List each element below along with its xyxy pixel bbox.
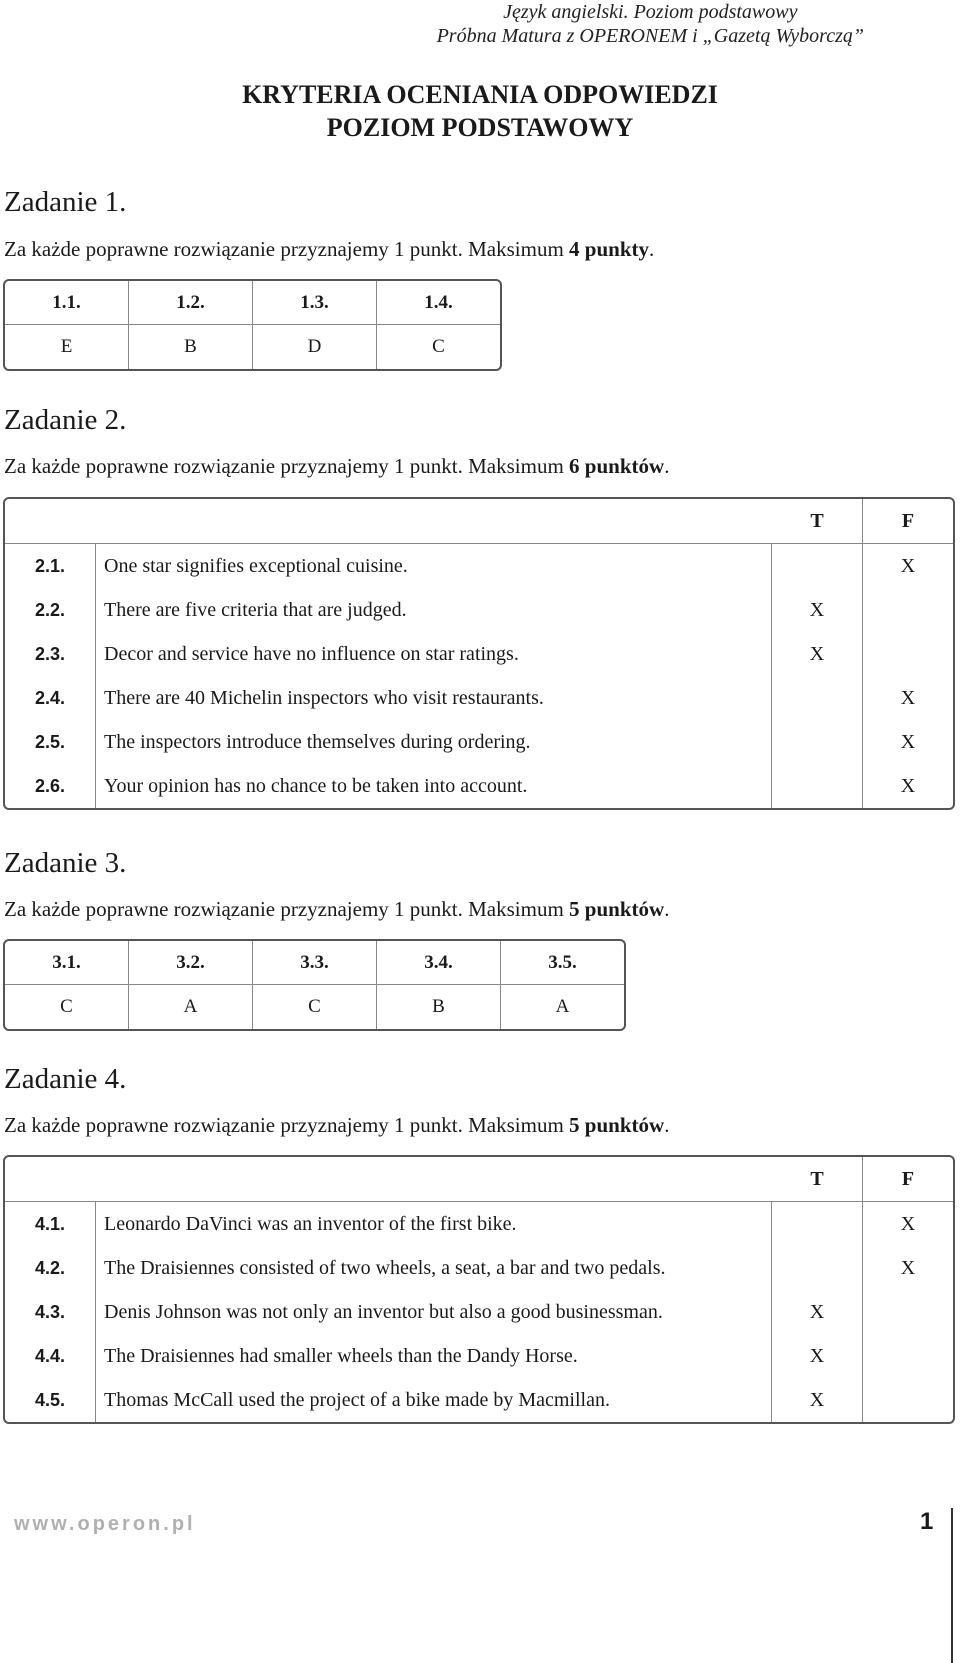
task-3-answer: C [253, 985, 377, 1029]
true-mark: X [772, 588, 863, 632]
task-3-heading: Zadanie 3. [4, 847, 127, 879]
task-1-answer: B [129, 325, 253, 369]
table-row [5, 676, 953, 720]
task-3-item-label: 3.5. [501, 941, 624, 985]
statement-number: 4.2. [5, 1246, 96, 1290]
statement-text: One star signifies exceptional cuisine. [96, 544, 772, 588]
task-4-true-false-table [3, 1155, 955, 1424]
false-column-header: F [863, 1157, 953, 1202]
table-row [5, 1334, 953, 1378]
statement-number: 2.2. [5, 588, 96, 632]
task-2-true-false-table [3, 497, 955, 810]
statement-number: 4.3. [5, 1290, 96, 1334]
false-mark: X [900, 1212, 916, 1235]
statement-text: The Draisiennes consisted of two wheels, a seat, a bar and two pedals. [96, 1246, 772, 1290]
task-1-item-label: 1.1. [5, 281, 129, 325]
true-mark [772, 544, 863, 588]
statement-number: 2.1. [5, 544, 96, 588]
false-mark [863, 1334, 953, 1378]
statement-text: Your opinion has no chance to be taken into account. [96, 764, 772, 808]
true-column-header: T [772, 499, 863, 544]
statement-number: 4.4. [5, 1334, 96, 1378]
task-1-item-label: 1.3. [253, 281, 377, 325]
task-3-answer: B [377, 985, 501, 1029]
statement-text: Leonardo DaVinci was an inventor of the first bike. [96, 1202, 772, 1246]
running-header [437, 0, 864, 48]
true-column-header: T [772, 1157, 863, 1202]
false-mark: X [900, 686, 916, 709]
table-row [5, 1378, 953, 1422]
header-subject: Język angielski. Poziom podstawowy [503, 1, 798, 23]
table-row [5, 720, 953, 764]
false-mark [863, 588, 953, 632]
statement-text: The inspectors introduce themselves during ordering. [96, 720, 772, 764]
task-3-answer: A [555, 996, 570, 1017]
task-1-answer: E [5, 325, 129, 369]
margin-rule [951, 1508, 953, 1663]
statement-number: 2.4. [5, 676, 96, 720]
statement-text: There are 40 Michelin inspectors who visit restaurants. [96, 676, 772, 720]
document-title [160, 78, 800, 144]
table-row [5, 632, 953, 676]
false-mark [863, 632, 953, 676]
statement-number: 2.6. [5, 764, 96, 808]
false-mark [863, 1290, 953, 1334]
title-line-1: KRYTERIA OCENIANIA ODPOWIEDZI [242, 80, 718, 109]
task-1-description: Za każde poprawne rozwiązanie przyznajemy 1 punkt. Maksimum 4 punkty. [4, 237, 655, 261]
task-1-answer: C [432, 336, 445, 357]
publisher-url: www.operon.pl [14, 1513, 196, 1535]
statement-number: 4.1. [5, 1202, 96, 1246]
task-3-item-label: 3.2. [129, 941, 253, 985]
table-row [5, 544, 953, 588]
task-1-heading: Zadanie 1. [4, 186, 127, 218]
false-mark: X [900, 1256, 916, 1279]
task-4-description: Za każde poprawne rozwiązanie przyznajemy 1 punkt. Maksimum 5 punktów. [4, 1113, 670, 1137]
task-3-item-label: 3.1. [5, 941, 129, 985]
table-row [5, 1246, 953, 1290]
false-mark: X [900, 730, 916, 753]
table-row [5, 588, 953, 632]
statement-number: 4.5. [5, 1378, 96, 1422]
task-1-answer: D [253, 325, 377, 369]
page-number: 1 [920, 1508, 934, 1535]
table-row [5, 1202, 953, 1246]
false-mark: X [900, 554, 916, 577]
false-column-header: F [863, 499, 953, 544]
task-3-answer: A [129, 985, 253, 1029]
table-row [5, 764, 953, 808]
table-row [5, 1290, 953, 1334]
false-mark: X [900, 774, 916, 797]
task-3-description: Za każde poprawne rozwiązanie przyznajemy 1 punkt. Maksimum 5 punktów. [4, 897, 670, 921]
task-3-answer: C [5, 985, 129, 1029]
task-1-answer-table [3, 279, 502, 371]
task-4-heading: Zadanie 4. [4, 1063, 127, 1095]
title-line-2: POZIOM PODSTAWOWY [326, 113, 634, 142]
true-mark: X [772, 1290, 863, 1334]
statement-number: 2.5. [5, 720, 96, 764]
task-3-item-label: 3.4. [377, 941, 501, 985]
task-1-item-label: 1.4. [377, 281, 500, 325]
task-3-item-label: 3.3. [253, 941, 377, 985]
false-mark [863, 1378, 953, 1422]
header-exam: Próbna Matura z OPERONEM i „Gazetą Wyborczą” [436, 25, 864, 47]
true-mark [772, 676, 863, 720]
statement-text: Decor and service have no influence on star ratings. [96, 632, 772, 676]
true-mark [772, 764, 863, 808]
true-mark: X [772, 632, 863, 676]
task-3-answer-table [3, 939, 626, 1031]
task-2-description: Za każde poprawne rozwiązanie przyznajemy 1 punkt. Maksimum 6 punktów. [4, 454, 670, 478]
true-mark [772, 720, 863, 764]
statement-text: The Draisiennes had smaller wheels than the Dandy Horse. [96, 1334, 772, 1378]
statement-text: Denis Johnson was not only an inventor but also a good businessman. [96, 1290, 772, 1334]
statement-text: Thomas McCall used the project of a bike made by Macmillan. [96, 1378, 772, 1422]
task-1-item-label: 1.2. [129, 281, 253, 325]
true-mark [772, 1246, 863, 1290]
true-mark: X [772, 1334, 863, 1378]
true-mark: X [772, 1378, 863, 1422]
statement-number: 2.3. [5, 632, 96, 676]
task-2-heading: Zadanie 2. [4, 404, 127, 436]
statement-text: There are five criteria that are judged. [96, 588, 772, 632]
true-mark [772, 1202, 863, 1246]
